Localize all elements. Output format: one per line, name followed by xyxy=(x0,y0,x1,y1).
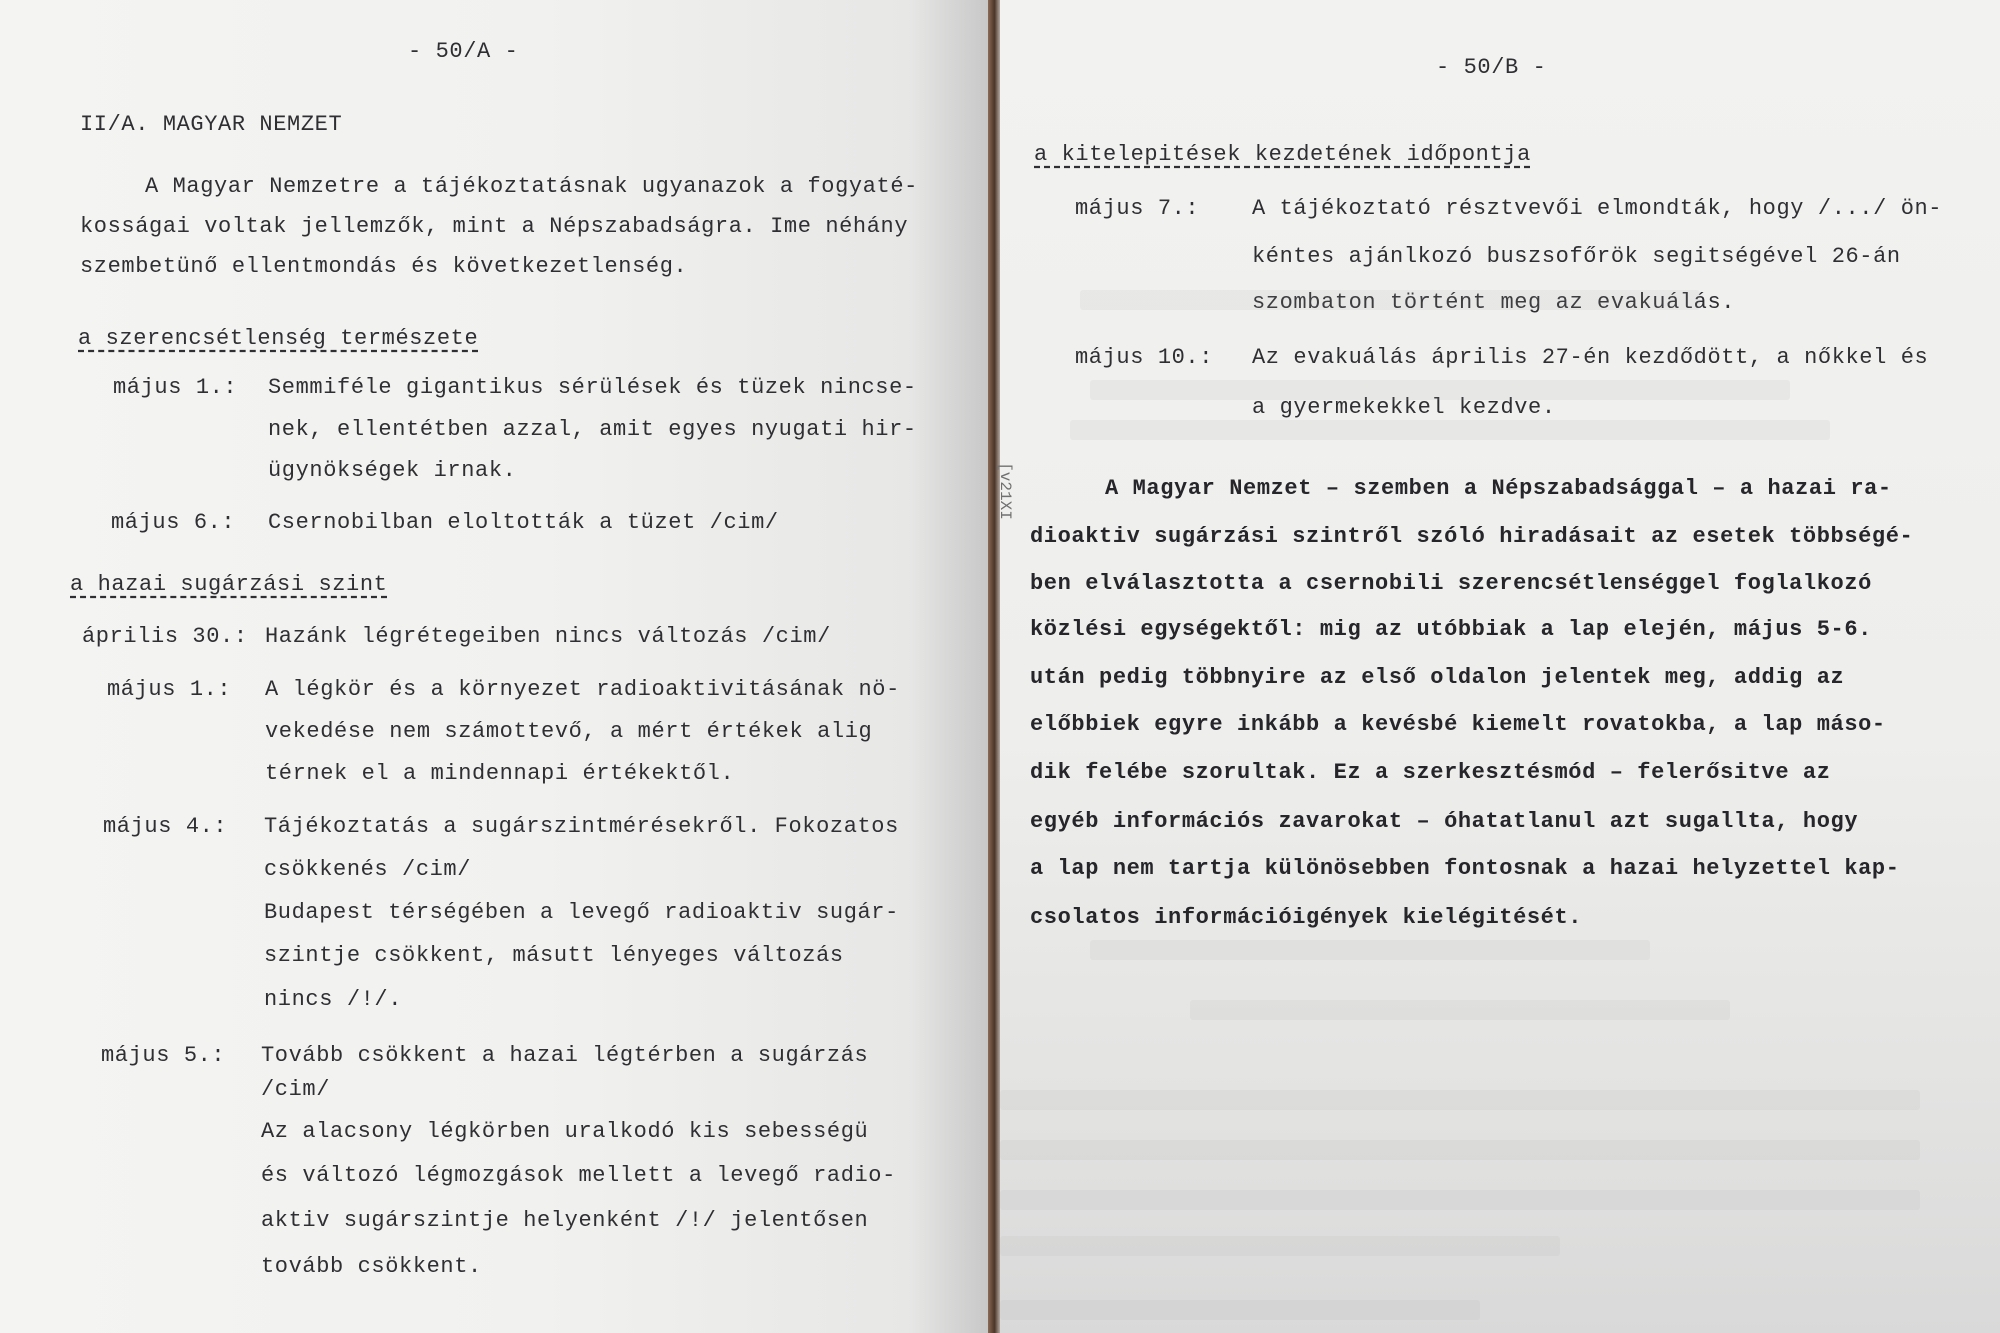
entry-date: május 1.: xyxy=(107,677,232,702)
entry-line: Az evakuálás április 27-én kezdődött, a nőkkel és xyxy=(1252,345,1929,370)
entry-line: a gyermekekkel kezdve. xyxy=(1252,395,1556,420)
section-title xyxy=(80,113,342,137)
subsection-title: a kitelepitések kezdetének időpontja xyxy=(1034,142,1531,167)
entry-line: és változó légmozgások mellett a levegő radio- xyxy=(261,1163,896,1188)
entry-line: Csernobilban eloltották a tüzet /cim/ xyxy=(268,510,779,535)
entry-line: ügynökségek irnak. xyxy=(268,458,517,483)
paragraph-line: előbbiek egyre inkább a kevésbé kiemelt rovatokba, a lap máso- xyxy=(1030,712,1886,737)
entry-line: /cim/ xyxy=(261,1077,331,1102)
entry-date: május 10.: xyxy=(1075,345,1214,370)
intro-line: szembetünő ellentmondás és következetlenség. xyxy=(80,254,688,279)
entry-line: szombaton történt meg az evakuálás. xyxy=(1252,290,1736,315)
book-spine xyxy=(988,0,1000,1333)
entry-line: tovább csökkent. xyxy=(261,1254,482,1279)
entry-line: Tájékoztatás a sugárszintmérésekről. Fokozatos xyxy=(264,814,899,839)
entry-date: május 6.: xyxy=(111,510,236,535)
entry-line: vekedése nem számottevő, a mért értékek alig xyxy=(265,719,873,744)
entry-line: Budapest térségében a levegő radioaktiv sugár- xyxy=(264,900,899,925)
entry-line: Tovább csökkent a hazai légtérben a sugárzás xyxy=(261,1043,869,1068)
entry-date: április 30.: xyxy=(82,624,248,649)
margin-note: [v21XI xyxy=(995,462,1014,520)
entry-line: csökkenés /cim/ xyxy=(264,857,472,882)
entry-line: A légkör és a környezet radioaktivitásának nö- xyxy=(265,677,900,702)
page-number-left: - 50/A - xyxy=(408,39,519,64)
entry-line: nincs /!/. xyxy=(264,987,403,1012)
section-title-text: II/A. MAGYAR NEMZET xyxy=(80,112,343,137)
paragraph-line: a lap nem tartja különösebben fontosnak a hazai helyzettel kap- xyxy=(1030,856,1900,881)
paragraph-line: egyéb információs zavarokat – óhatatlanul azt sugallta, hogy xyxy=(1030,809,1859,834)
paragraph-line: után pedig többnyire az első oldalon jelentek meg, addig az xyxy=(1030,665,1845,690)
entry-line: Hazánk légrétegeiben nincs változás /cim/ xyxy=(265,624,831,649)
entry-date: május 4.: xyxy=(103,814,228,839)
intro-line: kosságai voltak jellemzők, mint a Népszabadságra. Ime néhány xyxy=(80,214,909,239)
entry-line: kéntes ajánlkozó buszsofőrök segitségével 26-án xyxy=(1252,244,1901,269)
paragraph-line: dik felébe szorultak. Ez a szerkesztésmód – felerősitve az xyxy=(1030,760,1831,785)
right-page xyxy=(1000,0,2000,1333)
paragraph-line: A Magyar Nemzet – szemben a Népszabadsággal – a hazai ra- xyxy=(1105,476,1892,501)
paragraph-line: dioaktiv sugárzási szintről szóló hiradásait az esetek többségé- xyxy=(1030,524,1914,549)
paragraph-line: közlési egységektől: mig az utóbbiak a lap elején, május 5-6. xyxy=(1030,617,1872,642)
entry-line: nek, ellentétben azzal, amit egyes nyugati hir- xyxy=(268,417,917,442)
subsection-title: a hazai sugárzási szint xyxy=(70,572,388,597)
entry-line: térnek el a mindennapi értékektől. xyxy=(265,761,735,786)
entry-date: május 1.: xyxy=(113,375,238,400)
entry-date: május 7.: xyxy=(1075,196,1200,221)
subsection-title: a szerencsétlenség természete xyxy=(78,326,479,351)
intro-line: A Magyar Nemzetre a tájékoztatásnak ugyanazok a fogyaté- xyxy=(145,174,918,199)
entry-date: május 5.: xyxy=(101,1043,226,1068)
paragraph-line: ben elválasztotta a csernobili szerencsétlenséggel foglalkozó xyxy=(1030,571,1872,596)
entry-line: Az alacsony légkörben uralkodó kis sebességü xyxy=(261,1119,869,1144)
left-page xyxy=(0,0,988,1333)
paragraph-line: csolatos információigények kielégitését. xyxy=(1030,905,1583,930)
entry-line: szintje csökkent, másutt lényeges változás xyxy=(264,943,844,968)
entry-line: Semmiféle gigantikus sérülések és tüzek nincse- xyxy=(268,375,917,400)
entry-line: A tájékoztató résztvevői elmondták, hogy /.../ ön- xyxy=(1252,196,1943,221)
page-number-right: - 50/B - xyxy=(1436,55,1547,80)
entry-line: aktiv sugárszintje helyenként /!/ jelentősen xyxy=(261,1208,869,1233)
